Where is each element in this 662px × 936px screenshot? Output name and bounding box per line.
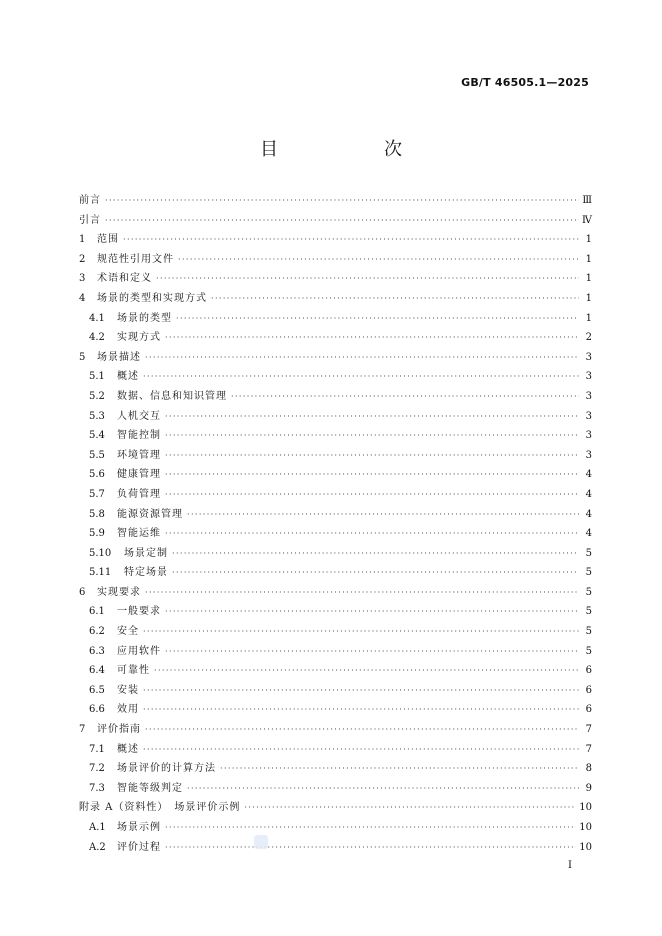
dot-leader <box>143 367 579 387</box>
toc-entry-label: 能源资源管理 <box>117 508 183 520</box>
toc-entry-page: 3 <box>585 371 592 383</box>
toc-entry-number: 4 <box>79 292 86 304</box>
toc-entry[interactable] <box>79 367 592 387</box>
toc-entry-page: 7 <box>585 743 592 755</box>
toc-entry-number: 4.1 <box>89 312 105 324</box>
toc-entry-label: 实现要求 <box>97 586 141 598</box>
dot-leader <box>165 642 579 662</box>
dot-leader <box>165 485 579 505</box>
toc-entry-number: 6.6 <box>89 704 105 716</box>
toc-entry[interactable] <box>79 642 592 662</box>
toc-entry-label: 特定场景 <box>124 567 168 579</box>
toc-entry-label: 场景的类型 <box>117 312 172 324</box>
dot-leader <box>165 524 579 544</box>
toc-entry-number: 5.11 <box>89 567 112 579</box>
dot-leader <box>123 230 579 250</box>
toc-entry[interactable] <box>79 426 592 446</box>
dot-leader <box>165 602 579 622</box>
toc-entry-page: 3 <box>585 390 592 402</box>
dot-leader <box>145 720 579 740</box>
toc-entry[interactable] <box>79 740 592 760</box>
toc-entry-label: 场景定制 <box>124 547 168 559</box>
toc-entry[interactable] <box>79 387 592 407</box>
toc-entry-page: 1 <box>585 292 592 304</box>
toc-entry-number: 6.4 <box>89 665 105 677</box>
toc-entry-label: 负荷管理 <box>117 488 161 500</box>
toc-entry-number: 5.2 <box>89 390 105 402</box>
toc-entry-label: 安装 <box>117 684 139 696</box>
toc-entry-label: 场景评价的计算方法 <box>117 763 216 775</box>
toc-entry-page: 1 <box>585 234 592 246</box>
toc-title: 目 次 <box>260 139 446 160</box>
toc-entry-number: 6.2 <box>89 626 105 638</box>
toc-entry-number: A.2 <box>89 841 106 853</box>
toc-entry[interactable] <box>79 700 592 720</box>
toc-entry-page: 4 <box>585 528 592 540</box>
toc-entry-page: 7 <box>585 724 592 736</box>
toc-entry-page: 3 <box>585 449 592 461</box>
toc-entry[interactable] <box>79 485 592 505</box>
toc-entry-number: 5.6 <box>89 469 105 481</box>
dot-leader <box>178 250 579 270</box>
toc-entry[interactable] <box>79 661 592 681</box>
toc-entry[interactable] <box>79 779 592 799</box>
toc-entry-page: 5 <box>585 567 592 579</box>
toc-entry-page: 6 <box>585 704 592 716</box>
toc-entry-page: 5 <box>585 586 592 598</box>
toc-entry-number: 5.4 <box>89 430 105 442</box>
toc-entry[interactable] <box>79 348 592 368</box>
dot-leader <box>143 681 579 701</box>
toc-entry-label: 效用 <box>117 704 139 716</box>
toc-entry-number: 2 <box>79 253 86 265</box>
toc-entry[interactable] <box>79 191 592 211</box>
toc-entry[interactable] <box>79 818 592 838</box>
dot-leader <box>156 269 579 289</box>
toc-entry[interactable] <box>79 230 592 250</box>
toc-entry-number: 7.1 <box>89 743 105 755</box>
toc-entry-number: 5.7 <box>89 488 105 500</box>
toc-entry-page: 5 <box>585 547 592 559</box>
toc-entry-number: 6.1 <box>89 606 105 618</box>
dot-leader <box>165 818 576 838</box>
dot-leader <box>231 387 579 407</box>
toc-entry[interactable] <box>79 544 592 564</box>
toc-entry[interactable] <box>79 583 592 603</box>
toc-entry-label: 引言 <box>79 214 101 226</box>
toc-entry-label: 数据、信息和知识管理 <box>117 390 227 402</box>
toc-entry[interactable] <box>79 563 592 583</box>
toc-entry-page: 1 <box>585 253 592 265</box>
toc-entry-number: 5.1 <box>89 371 105 383</box>
toc-entry[interactable] <box>79 446 592 466</box>
dot-leader <box>172 563 579 583</box>
dot-leader <box>143 740 579 760</box>
toc-entry-label: 附录 A（资料性） 场景评价示例 <box>79 802 241 814</box>
dot-leader <box>143 622 579 642</box>
toc-entry[interactable] <box>79 309 592 329</box>
toc-entry-page: 3 <box>585 351 592 363</box>
dot-leader <box>165 465 579 485</box>
toc-entry-number: 3 <box>79 273 86 285</box>
dot-leader <box>143 700 579 720</box>
toc-entry-label: 前言 <box>79 195 101 206</box>
toc-entry-page: 4 <box>585 488 592 500</box>
toc-entry-label: 实现方式 <box>117 332 161 344</box>
toc-entry[interactable] <box>79 250 592 270</box>
toc-entry-number: A.1 <box>89 822 106 833</box>
dot-leader <box>187 505 579 525</box>
toc-entry-page: 1 <box>585 273 592 285</box>
toc-entry-label: 智能控制 <box>117 430 161 442</box>
toc-entry-label: 智能等级判定 <box>117 782 183 794</box>
toc-entry[interactable] <box>79 798 592 818</box>
toc-entry[interactable] <box>79 681 592 701</box>
toc-entry-label: 环境管理 <box>117 449 161 461</box>
toc-entry[interactable] <box>79 505 592 525</box>
toc-entry-label: 人机交互 <box>117 410 161 422</box>
toc-entry-page: 10 <box>579 822 592 833</box>
toc-entry-page: 3 <box>585 410 592 422</box>
dot-leader <box>165 407 579 427</box>
toc-entry[interactable] <box>79 407 592 427</box>
toc-entry-page: 10 <box>579 802 592 814</box>
toc-entry-label: 安全 <box>117 626 139 638</box>
dot-leader <box>187 779 579 799</box>
toc-entry[interactable] <box>79 465 592 485</box>
toc-entry-page: 2 <box>585 332 592 344</box>
dot-leader <box>165 328 579 348</box>
watermark-mark <box>254 835 268 849</box>
dot-leader <box>244 798 576 818</box>
toc-entry-page: 4 <box>585 508 592 520</box>
dot-leader <box>154 661 579 681</box>
dot-leader <box>145 348 579 368</box>
toc-entry-label: 应用软件 <box>117 645 161 657</box>
toc-entry[interactable] <box>79 328 592 348</box>
toc-entry[interactable] <box>79 838 592 858</box>
toc-entry[interactable] <box>79 602 592 622</box>
toc-entry-number: 5 <box>79 351 86 363</box>
dot-leader <box>105 191 579 211</box>
dot-leader <box>176 309 579 329</box>
toc-entry-page: 1 <box>585 312 592 324</box>
toc-entry-label: 范围 <box>97 234 119 246</box>
toc-entry-label: 评价过程 <box>117 841 161 853</box>
toc-entry-label: 健康管理 <box>117 469 161 481</box>
footer-page-number: I <box>568 860 572 871</box>
dot-leader <box>145 583 579 603</box>
dot-leader <box>172 544 579 564</box>
toc-entry-number: 4.2 <box>89 332 105 344</box>
toc-entry-page: 4 <box>585 469 592 481</box>
toc-entry-number: 5.10 <box>89 547 112 559</box>
toc-entry-number: 5.5 <box>89 449 105 461</box>
toc-entry-page: 9 <box>585 782 592 794</box>
toc-entry-page: 8 <box>585 763 592 775</box>
dot-leader <box>165 446 579 466</box>
dot-leader <box>220 759 579 779</box>
toc-entry-label: 一般要求 <box>117 606 161 618</box>
toc-entry-label: 评价指南 <box>97 724 141 736</box>
toc-entry-page: 3 <box>585 430 592 442</box>
toc-entry[interactable] <box>79 211 592 231</box>
toc-entry-page: 10 <box>579 841 592 853</box>
toc-entry-number: 5.3 <box>89 410 105 422</box>
dot-leader <box>165 426 579 446</box>
toc-entry-page: 5 <box>585 626 592 638</box>
toc-entry-number: 6.5 <box>89 684 105 696</box>
toc-entry-number: 7.3 <box>89 782 105 794</box>
toc-entry-label: 场景描述 <box>97 351 141 363</box>
toc-entry-number: 6.3 <box>89 645 105 657</box>
toc-entry-number: 7 <box>79 724 86 736</box>
toc-entry[interactable] <box>79 289 592 309</box>
toc-entry-label: 可靠性 <box>117 665 150 677</box>
dot-leader <box>105 211 579 231</box>
toc-entry[interactable] <box>79 759 592 779</box>
toc-entry[interactable] <box>79 269 592 289</box>
toc-entry-label: 概述 <box>117 371 139 383</box>
toc-entry-label: 智能运维 <box>117 528 161 540</box>
toc-entry[interactable] <box>79 524 592 544</box>
toc-entry-number: 5.9 <box>89 528 105 540</box>
table-of-contents <box>79 191 592 857</box>
toc-entry[interactable] <box>79 622 592 642</box>
toc-entry-page: 5 <box>585 645 592 657</box>
toc-entry-number: 1 <box>79 234 86 246</box>
toc-entry-page: Ⅳ <box>582 214 592 226</box>
dot-leader <box>165 838 576 858</box>
toc-entry-number: 7.2 <box>89 763 105 775</box>
toc-entry-page: 6 <box>585 684 592 696</box>
toc-entry-label: 场景的类型和实现方式 <box>97 292 207 304</box>
document-number: GB/T 46505.1—2025 <box>461 76 589 89</box>
toc-entry[interactable] <box>79 720 592 740</box>
toc-entry-page: Ⅲ <box>582 195 592 206</box>
toc-entry-label: 规范性引用文件 <box>97 253 174 265</box>
toc-entry-label: 术语和定义 <box>97 273 152 285</box>
toc-entry-label: 场景示例 <box>117 822 161 833</box>
toc-entry-page: 5 <box>585 606 592 618</box>
dot-leader <box>211 289 579 309</box>
toc-entry-number: 6 <box>79 586 86 598</box>
toc-entry-number: 5.8 <box>89 508 105 520</box>
toc-entry-label: 概述 <box>117 743 139 755</box>
toc-entry-page: 6 <box>585 665 592 677</box>
